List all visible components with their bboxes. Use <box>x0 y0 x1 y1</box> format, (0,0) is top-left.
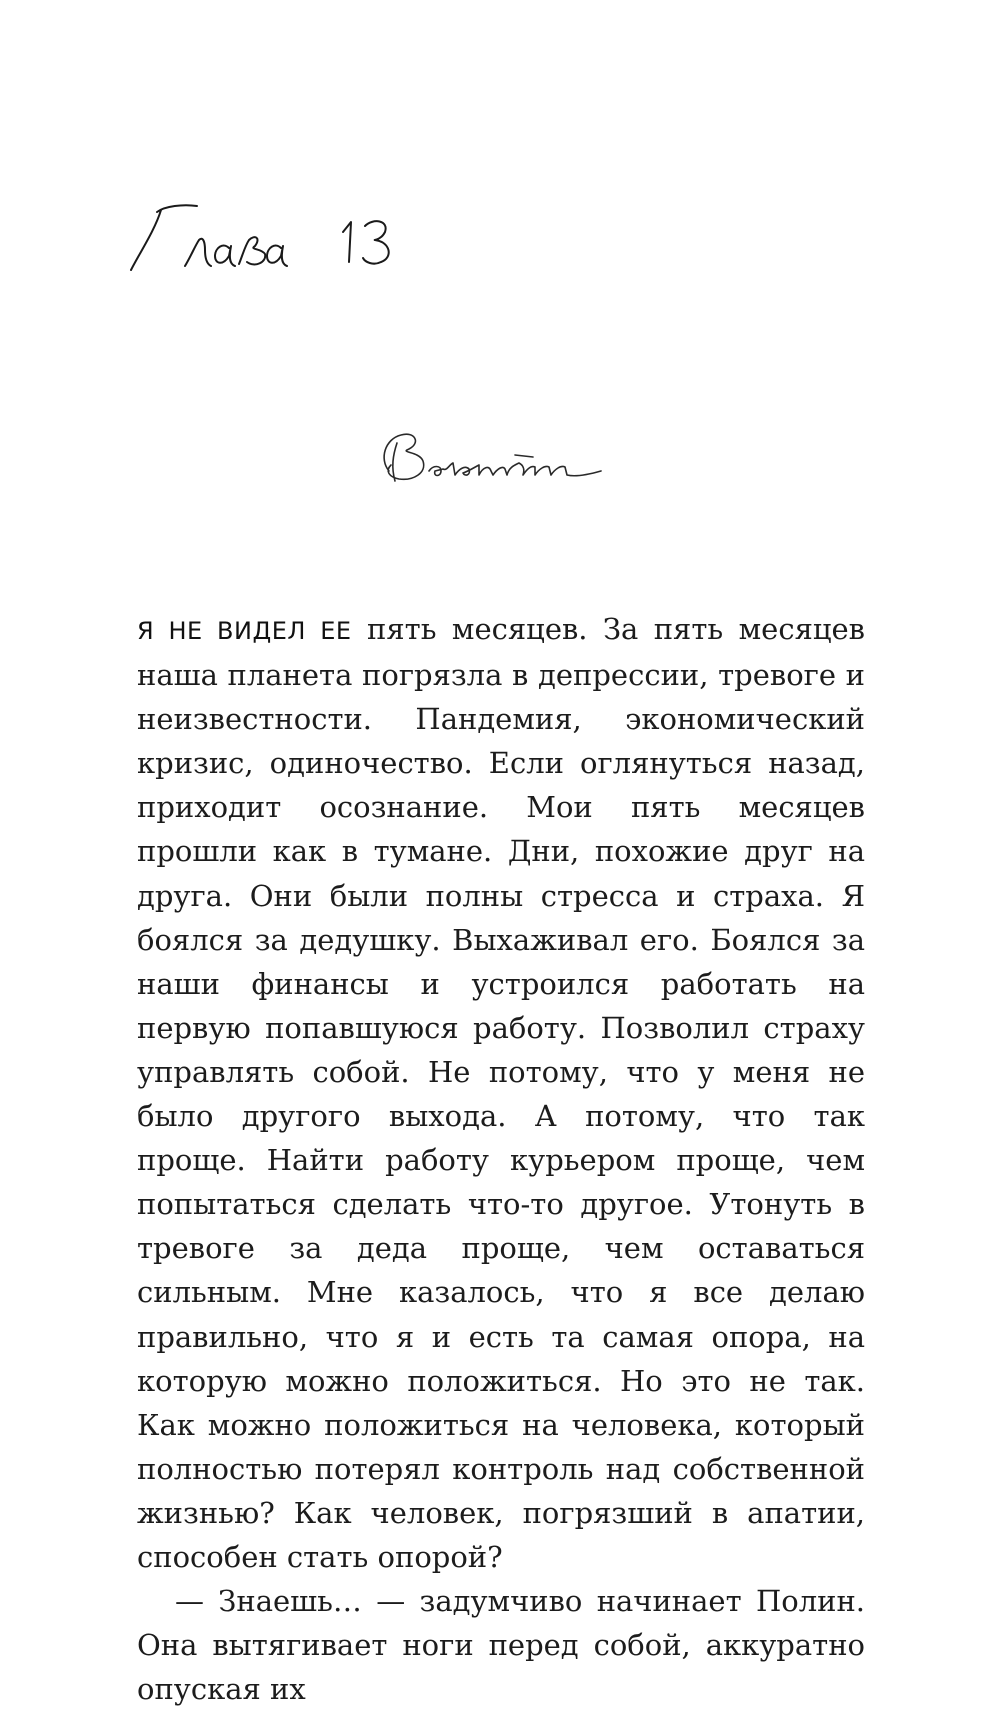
narrator-name <box>375 425 610 495</box>
paragraph-2: — Знаешь… — задумчиво начинает Полин. Она вытягивает ноги перед собой, аккуратно опуская их <box>137 1584 865 1707</box>
paragraph-1-text: пять месяцев. За пять месяцев наша планета погрязла в депрессии, тревоге и неизвестности. Пандемия, экономический кризис, одиночество. Если оглянуться назад, приходит осознание. Мои пять месяцев прошли как в тумане. Дни, похожие друг на друга. Они были полны стресса и страха. Я боялся за дедушку. Выхаживал его. Боялся за наши финансы и устроился работать на первую попавшуюся работу. Позволил страху управлять собой. Не потому, что у меня не было другого выхода. А потому, что так проще. Найти работу курьером проще, чем попытаться сделать что-то другое. Утонуть в тревоге за деда проще, чем оставаться сильным. Мне казалось, что я все делаю правильно, что я и есть та самая опора, на которую можно положиться. Но это не так. Как можно положиться на человека, который полностью потерял контроль над собственной жизнью? Как человек, погрязший в апатии, способен стать опорой? <box>137 612 866 1574</box>
paragraph-1 <box>137 607 865 1579</box>
chapter-body <box>137 607 865 1711</box>
chapter-heading <box>125 190 425 280</box>
narrator-name-handwriting <box>375 425 610 495</box>
lead-in-caps: Я НЕ ВИДЕЛ ЕЕ <box>137 617 352 645</box>
chapter-heading-handwriting <box>125 190 425 280</box>
